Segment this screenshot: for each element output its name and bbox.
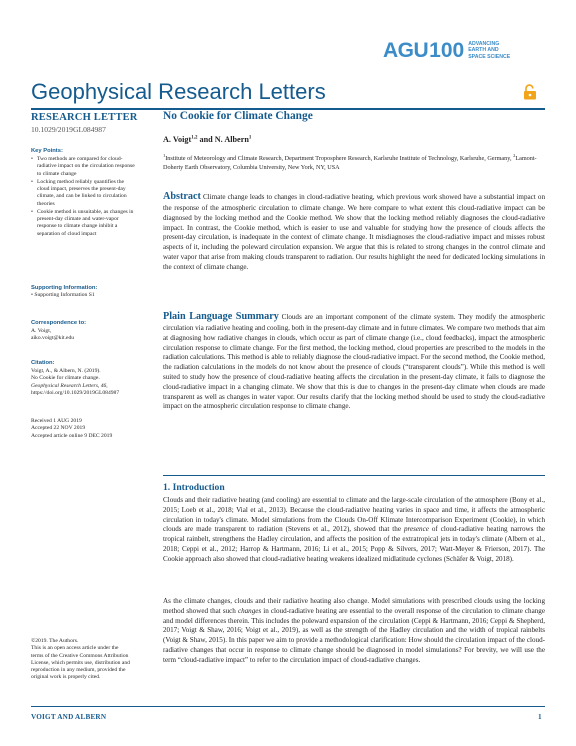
affiliations: [163, 153, 545, 173]
open-lock-icon: [523, 84, 537, 105]
citation-title: No Cookie for climate change.: [31, 375, 100, 382]
author-line: [163, 135, 251, 144]
key-point: • Locking method reliably quantifies the cloud impact, preserves the present-day climate, and can be linked to circulation theories: [37, 179, 137, 208]
key-point: • Two methods are compared for cloud-radiative impact on the circulation response to climate change: [37, 156, 137, 178]
agu-tagline-line: ADVANCING: [468, 40, 500, 47]
pls-heading: Plain Language Summary: [163, 311, 279, 322]
article-type: RESEARCH LETTER: [31, 112, 138, 123]
agu-logo-text: AGU: [383, 39, 429, 62]
correspondence-name: A. Voigt,: [31, 328, 52, 334]
correspondence-email[interactable]: aiko.voigt@kit.edu: [31, 335, 75, 341]
affiliation-kit: Institute of Meteorology and Climate Research, Department Troposphere Research, Karlsruhe Institute of Technology, Karlsruhe, Germany,: [165, 155, 514, 163]
abstract-text: Climate change leads to changes in cloud-radiative heating, which previous work showed have a substantial impact on the response of the atmospheric circulation to climate change. We here compare to what extent this cloud-radiative impact can be diagnosed by the locking method and the Cookie method. We show that the locking method reliably diagnoses the cloud-radiative impact. In contrast, the Cookie method, which is easier to use and valuable for studying how the presence of clouds affects the present-day circulation, is inadequate in the context of climate change. It misdiagnoses the cloud-radiative impact and misses robust aspects of it, including the poleward circulation expansion. We argue that this is related to strong changes in the control climate and water vapor that arise from making clouds transparent to radiation. Our results highlight the need for dedicated locking simulations in the context of climate change.: [163, 193, 545, 271]
copyright-notice: [31, 638, 131, 682]
agu-logo-number: 100: [429, 39, 465, 62]
author-voigt: A. Voigt: [163, 135, 192, 144]
article-doi[interactable]: 10.1029/2019GL084987: [31, 125, 106, 134]
author-affil-sup: 1,2: [191, 135, 198, 141]
agu-tagline-line: SPACE SCIENCE: [468, 53, 511, 60]
intro-p2-emphasis: changes: [237, 606, 262, 615]
footer-authors: VOIGT AND ALBERN: [31, 713, 107, 721]
copyright-line: ©2019. The Authors.: [31, 638, 79, 644]
paper-title: No Cookie for Climate Change: [163, 110, 313, 122]
intro-paragraph-1: [163, 496, 545, 564]
intro-p1-emphasis: presence: [403, 525, 429, 534]
pls-text: Clouds are an important component of the climate system. They modify the atmospheric circulation via radiative heating and cooling, both in the present-day climate and in future climates. We compare two methods that aim at diagnosing how radiative changes in clouds, which occur as part of climate change (i.e., cloud feedbacks), impact the atmospheric circulation response to climate change. For the first method, the locking method, cloud properties are prescribed to the models in the radiation calculations. This method is able to reliably diagnose the cloud-radiative impact. For the second method, the Cookie method, the radiation calculations in the models do not know about the presence of clouds (“transparent clouds”). While this method is well suited to study how the presence of cloud-radiative heating affects the circulation in the present-day climate, it fails to diagnose the cloud-radiative impact in a changing climate. We show that this is due to changes in the present-day climate when clouds are made transparent as well as changes in water vapor. Our results clarify that the locking method should be used to study the cloud-radiative impact on the atmospheric circulation response to climate change.: [163, 313, 545, 411]
key-points-list: [31, 156, 137, 239]
key-points-heading: Key Points:: [31, 148, 63, 154]
section-rule: [163, 475, 545, 476]
intro-p2-text: in cloud-radiative heating are essential to the overall response of the circulation to climate change and model differences therein. This includes the poleward expansion of the circulation (Ceppi & Hartmann, 2016; Ceppi & Shepherd, 2017; Voigt & Shaw, 2016; Voigt et al., 2019), as well as the strength of the Hadley circulation and the width of tropical rainbelts (Voigt & Shaw, 2015). In this paper we aim to provide a methodological clarification: How should the circulation impact of the cloud-radiative changes that occur in response to climate change should be diagnosed in model simulations? For brevity, we will use the term “cloud-radiative impact” to refer to the circulation impact of cloud-radiative changes.: [163, 606, 545, 664]
plain-language-summary: [163, 310, 545, 412]
citation-journal: Geophysical Research Letters, 46,: [31, 382, 108, 389]
supporting-info-label: Supporting Information S1: [34, 292, 95, 298]
key-point: • Cookie method is unsuitable, as changes in present-day climate and water-vapor response to climate change inhibit a separation of cloud impact: [37, 209, 137, 238]
author-affil-sup: 1: [248, 135, 252, 141]
correspondence-heading: Correspondence to:: [31, 320, 87, 326]
agu-logo-tagline: [468, 41, 510, 61]
citation-authors: Voigt, A., & Albern, N. (2019).: [31, 368, 101, 374]
date-accepted: Accepted 22 NOV 2019: [31, 425, 86, 432]
intro-p1-text: of cloud-radiative heating narrows the tropical rainbelt, strengthens the Hadley circulation, and affects the position of the extratropical jets in today's climate (Albern et al., 2018; Ceppi et al., 2012; Harrop & Hartmann, 2016; Li et al., 2015; Popp & Silvers, 2017; Watt-Meyer & Frierson, 2017). The Cookie approach also showed that cloud-radiative heating weakens idealized midlatitude cyclones (Schäfer & Voigt, 2018).: [163, 525, 546, 563]
intro-p2-text: As the climate changes, clouds and their radiative heating also change. Model simulations with prescribed clouds using the locking method showed that such: [163, 597, 545, 615]
agu-tagline-line: EARTH AND: [468, 47, 499, 54]
affil-sup: 2: [513, 153, 516, 158]
citation-text: [31, 368, 143, 397]
license-text: This is an open access article under the terms of the Creative Commons Attribution License, which permits use, distribution and reproduction in any medium, provided the original work is properly cited.: [31, 645, 130, 681]
abstract-heading: Abstract: [163, 191, 201, 202]
affiliation-lamont: Lamont-Doherty Earth Observatory, Columbia University, New York, NY, USA: [163, 155, 537, 172]
date-online: Accepted article online 9 DEC 2019: [31, 432, 113, 439]
date-received: Received 1 AUG 2019: [31, 418, 82, 424]
abstract: [163, 190, 545, 273]
journal-title: Geophysical Research Letters: [31, 79, 326, 104]
supporting-info-heading: Supporting Information:: [31, 285, 98, 291]
intro-p1-text: Clouds and their radiative heating (and cooling) are essential to climate and the large-scale circulation of the atmosphere (Bony et al., 2015; Loeb et al., 2018; Vial et al., 2013). Because the cloud-radiative heating varies in space and time, it affects the atmospheric circulation in today's climate. Model simulations from the Clouds On-Off Klimate Intercomparison Experiment (Cookie), in which clouds are made transparent to radiation (Stevens et al., 2012), showed that the: [163, 496, 545, 534]
author-albern: and N. Albern: [197, 135, 249, 144]
citation-doi[interactable]: https://doi.org/10.1029/2019GL084987: [31, 389, 120, 396]
agu100-logo: [383, 40, 510, 61]
section-heading-introduction: 1. Introduction: [163, 482, 225, 493]
supporting-info-item[interactable]: • Supporting Information S1: [31, 292, 95, 298]
article-dates: [31, 418, 112, 440]
page-number: 1: [538, 713, 542, 721]
intro-paragraph-2: [163, 597, 545, 665]
affil-sup: 1: [163, 153, 166, 158]
citation-heading: Citation:: [31, 360, 55, 366]
footer-rule: [31, 706, 545, 707]
